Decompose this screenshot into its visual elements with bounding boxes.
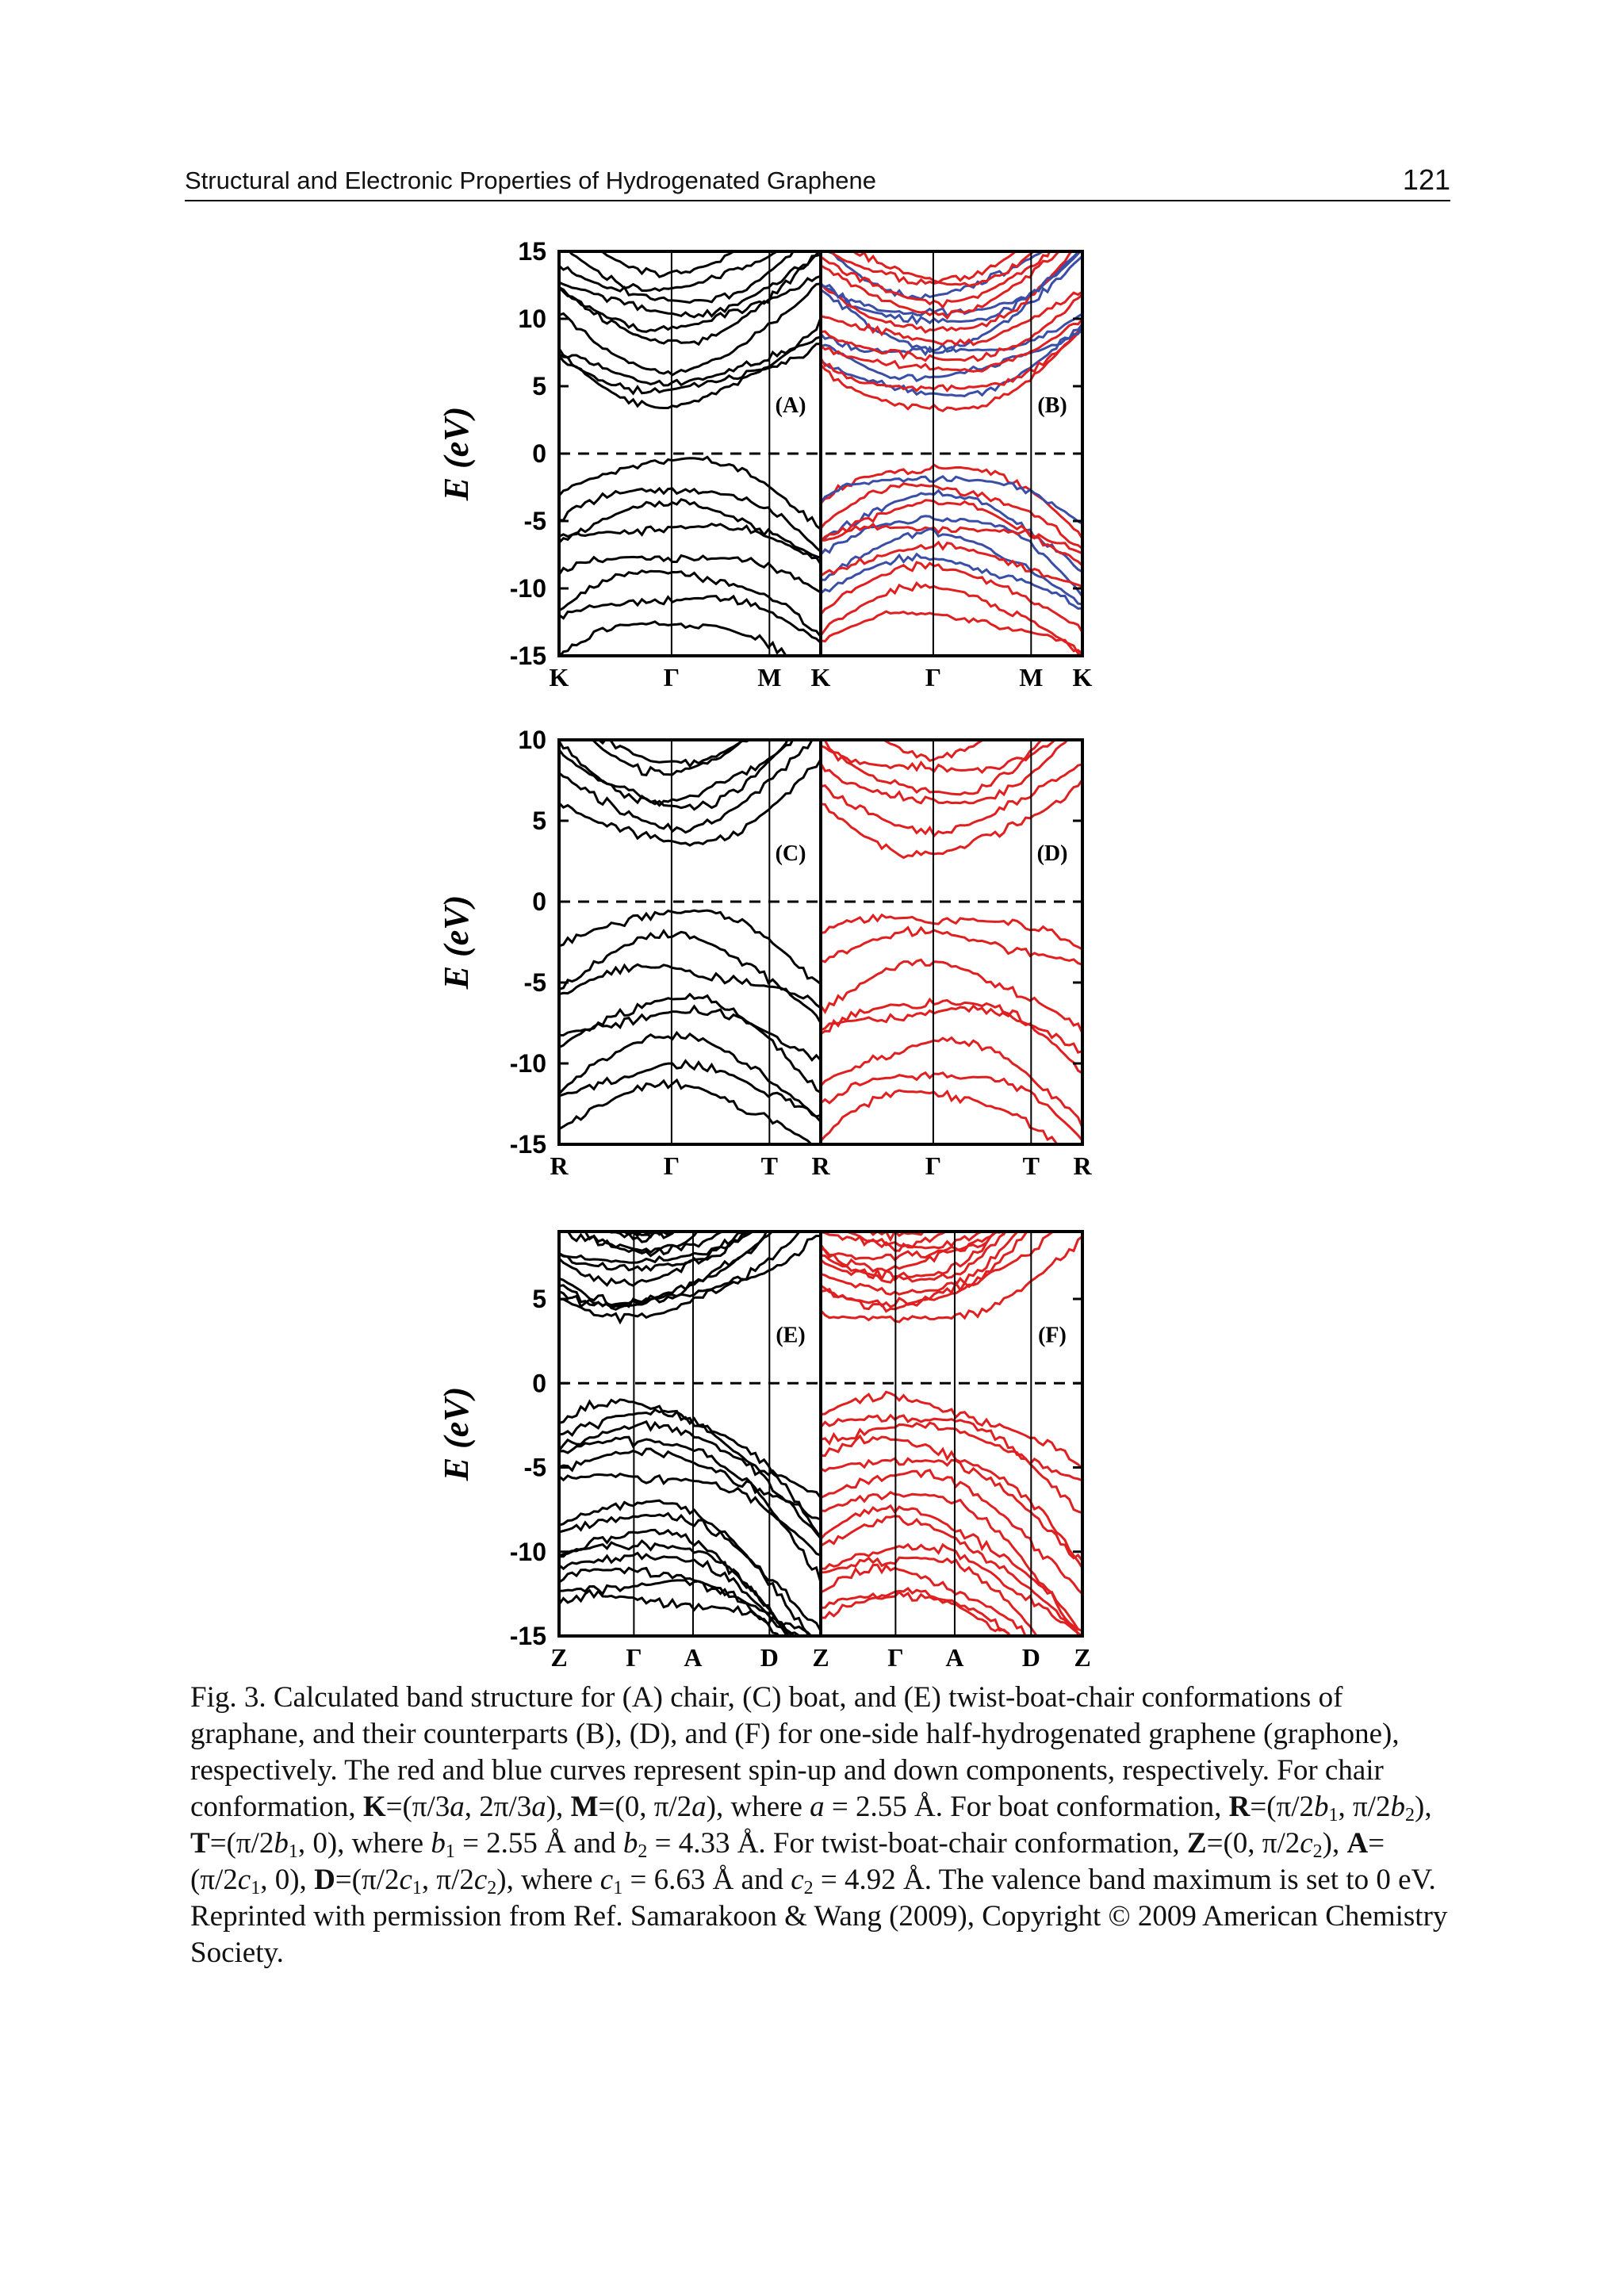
band-line-c1 xyxy=(821,764,1082,836)
band-line-c5 xyxy=(559,688,821,766)
kpoint-label-5: Γ xyxy=(887,1643,904,1672)
band-line-v2 xyxy=(559,500,821,558)
kpoint-label-0: Z xyxy=(550,1643,568,1672)
band-line-v13 xyxy=(559,1591,821,1649)
band-line-v5 xyxy=(821,1038,1082,1128)
band-line-v0 xyxy=(559,1400,821,1538)
band-line-c4 xyxy=(559,685,821,775)
band-line-c7 xyxy=(559,230,821,303)
band-line-v7 xyxy=(559,622,821,687)
page-header xyxy=(185,163,1450,201)
band-line-v5 xyxy=(559,1032,821,1121)
kpoint-label-1: Γ xyxy=(663,663,680,692)
band-line-c4 xyxy=(559,251,821,344)
band-line-c6 xyxy=(559,637,821,737)
panel-label-B: (B) xyxy=(1037,393,1067,418)
kpoint-label-1: Γ xyxy=(663,1151,680,1180)
kpoint-label-0: K xyxy=(549,663,569,692)
ytick-label-2: 0 xyxy=(532,887,546,916)
running-title: Structural and Electronic Properties of Hydrogenated Graphene xyxy=(185,167,876,194)
band-line-c10 xyxy=(559,1105,821,1242)
ytick-label-1: 10 xyxy=(518,305,546,333)
band-line-c7 xyxy=(821,230,1082,307)
band-curves-B xyxy=(821,230,1082,653)
band-line-c5 xyxy=(559,1145,821,1270)
band-line-c3 xyxy=(559,707,821,805)
kpoint-label-4: Γ xyxy=(925,1151,942,1180)
ytick-label-4: -5 xyxy=(523,507,546,535)
band-line-c6 xyxy=(821,1154,1082,1272)
ytick-label-4: -10 xyxy=(509,1049,546,1078)
band-curves-A xyxy=(559,230,821,687)
band-line-v1 xyxy=(821,928,1082,965)
band-line-vb4 xyxy=(821,554,1082,609)
kpoint-label-7: D xyxy=(1021,1643,1040,1672)
y-axis-label: E (eV) xyxy=(437,406,476,501)
band-curves-F xyxy=(821,1054,1082,1673)
band-line-c5 xyxy=(821,649,1082,760)
kpoint-label-8: Z xyxy=(1074,1643,1091,1672)
band-line-v2 xyxy=(559,964,821,1008)
band-line-v7 xyxy=(559,1514,821,1631)
figure-caption: Fig. 3. Calculated band structure for (A) chair, (C) boat, and (E) twist-boat-chair conformations of graphane, and their counterparts (B), (D), and (F) for one-side half-hydrogenated graphene (graphone), respectively. The red and blue curves represent spin-up and down components, respectively. For chair conformation, K=(π/3a, 2π/3a), M=(0, π/2a), where a = 2.55 Å. For boat conformation, $R=(\pi/2b_1$, $\pi/2b_2$), $T=(\pi/2b_1$, 0), where $b_1 = 2.55$ Å and $b_2 = 4.33$ Å. For twist-boat-chair conformation, Z=(0, $\pi/2c_2$), $A=(\pi/2c_1$, 0), $D=(\pi/2c_1$, $\pi/2c_2$), where $c_1 = 6.63$ Å and $c_2 = 4.92$ Å. The valence band maximum is set to 0 eV. Reprinted with permission from Ref. Samarakoon & Wang (2009), Copyright © 2009 American Chemistry Society. xyxy=(190,1681,1448,1969)
band-line-c7 xyxy=(559,623,821,717)
kpoint-label-3: D xyxy=(760,1643,779,1672)
kpoint-label-6: R xyxy=(1073,1151,1092,1180)
ytick-label-2: 5 xyxy=(532,372,546,400)
band-line-vb3 xyxy=(821,529,1082,604)
band-curves-D xyxy=(821,585,1082,1174)
band-line-c10 xyxy=(821,1054,1082,1226)
ytick-label-4: -15 xyxy=(509,1622,546,1650)
ytick-label-5: -15 xyxy=(509,1130,546,1159)
ytick-label-0: 5 xyxy=(532,1285,546,1313)
kpoint-label-4: Z xyxy=(812,1643,829,1672)
ytick-label-0: 15 xyxy=(518,237,546,266)
band-line-v0 xyxy=(821,465,1082,538)
band-line-c0 xyxy=(821,1236,1082,1322)
ytick-label-3: -5 xyxy=(523,968,546,997)
ytick-label-5: -10 xyxy=(509,574,546,603)
band-line-v2 xyxy=(559,1422,821,1498)
kpoint-label-2: T xyxy=(760,1151,778,1180)
kpoint-label-1: Γ xyxy=(626,1643,642,1672)
kpoint-label-5: T xyxy=(1022,1151,1040,1180)
band-line-c8 xyxy=(559,1082,821,1256)
band-line-v4 xyxy=(821,1006,1082,1053)
band-line-v7 xyxy=(821,611,1082,653)
band-line-c8 xyxy=(821,634,1082,694)
band-line-v0 xyxy=(821,915,1082,949)
kpoint-label-5: M xyxy=(1019,663,1044,692)
kpoint-label-3: K xyxy=(810,663,831,692)
panel-label-D: (D) xyxy=(1036,841,1068,866)
kpoint-label-6: A xyxy=(945,1643,964,1672)
band-line-c8 xyxy=(559,597,821,695)
band-line-vb2 xyxy=(821,516,1082,597)
band-line-c5 xyxy=(821,1101,1082,1281)
band-line-c2 xyxy=(559,695,821,810)
ytick-label-1: 0 xyxy=(532,1369,546,1398)
band-line-c7 xyxy=(821,679,1082,734)
band-line-c6 xyxy=(821,635,1082,737)
band-line-cb1 xyxy=(821,328,1082,381)
kpoint-label-2: A xyxy=(684,1643,703,1672)
panel-label-F: (F) xyxy=(1038,1323,1067,1348)
kpoint-label-2: M xyxy=(757,663,782,692)
ytick-label-3: 0 xyxy=(532,439,546,468)
panel-label-A: (A) xyxy=(775,393,806,418)
kpoint-label-4: Γ xyxy=(925,663,942,692)
band-line-v8 xyxy=(821,1516,1082,1643)
band-line-v4 xyxy=(821,542,1082,587)
band-curves-C xyxy=(559,597,821,1147)
page-number: 121 xyxy=(1402,163,1450,196)
ytick-label-0: 10 xyxy=(518,726,546,754)
panel-label-C: (C) xyxy=(775,841,806,866)
ytick-label-2: -5 xyxy=(523,1453,546,1482)
band-line-c1 xyxy=(559,1210,821,1307)
y-axis-label: E (eV) xyxy=(437,895,476,990)
band-line-v2 xyxy=(821,960,1082,1032)
ytick-label-6: -15 xyxy=(509,642,546,670)
band-line-v0 xyxy=(559,910,821,984)
kpoint-label-6: K xyxy=(1072,663,1093,692)
kpoint-label-3: R xyxy=(811,1151,830,1180)
band-line-c9 xyxy=(821,1107,1082,1251)
band-line-c11 xyxy=(821,1141,1082,1239)
ytick-label-3: -10 xyxy=(509,1537,546,1566)
kpoint-label-0: R xyxy=(550,1151,569,1180)
band-structure-figure xyxy=(428,230,1221,1673)
band-line-v3 xyxy=(821,524,1082,554)
panel-label-E: (E) xyxy=(776,1323,806,1348)
band-line-c9 xyxy=(559,1136,821,1235)
ytick-label-1: 5 xyxy=(532,806,546,835)
band-curves-E xyxy=(559,1059,821,1673)
y-axis-label: E (eV) xyxy=(437,1386,476,1481)
